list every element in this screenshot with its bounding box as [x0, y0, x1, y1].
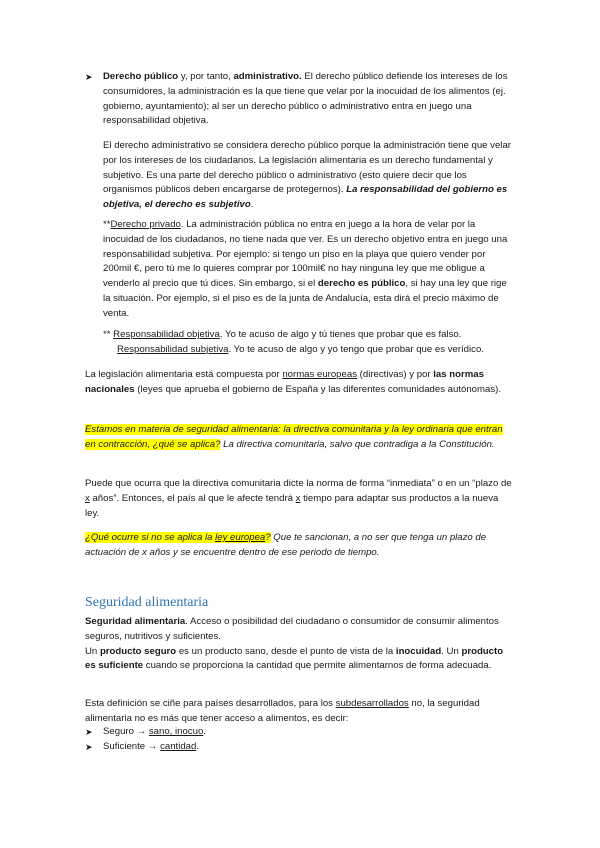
- text: no, la seguridad alimentaria no es más que tener acceso a alimentos, es decir:: [85, 698, 480, 724]
- text: producto seguro: [99, 645, 177, 657]
- text: cantidad: [160, 741, 197, 752]
- term-derecho-es-publico: derecho es público: [317, 278, 406, 290]
- text: . Acceso o posibilidad del ciudadano o consumidor de consumir alimentos seguros, nutritivos y suficientes.: [85, 616, 499, 642]
- text: **: [103, 329, 114, 340]
- text: Un: [85, 645, 100, 657]
- text: ?: [265, 532, 271, 543]
- text: años”. Entonces, el país al que le afecte tendrá: [89, 492, 296, 504]
- text: . Yo te acuso de algo y tú tienes que probar que es falso.: [219, 329, 462, 340]
- text: . Un: [441, 645, 462, 657]
- text: es un producto sano, desde el punto de vista de la: [176, 645, 396, 657]
- text: ley europea: [215, 532, 266, 543]
- text: El derecho público defiende los intereses de los consumidores, la administración es la que tiene que velar por la inocuidad de los alimentos (ej. gobierno, ayuntamiento); al ser un derecho público o administrativo entra en juego una responsabilidad objetiva.: [103, 71, 508, 127]
- paragraph-seguridad-alimentaria: [85, 615, 515, 674]
- text: **: [103, 219, 111, 230]
- text: Suficiente →: [103, 741, 161, 752]
- text: producto es suficiente: [85, 645, 504, 672]
- text: Seguridad alimentaria: [85, 616, 186, 627]
- text: Esta definición se ciñe para países desarrollados, para los: [85, 698, 336, 709]
- text: cuando se proporciona la cantidad que permite alimentarnos de forma adecuada.: [143, 660, 492, 672]
- text: . La administración pública no entra en juego a la hora de velar por la inocuidad de los ciudadanos, no tiene nada que ver. Es un derecho objetivo entra en juego una responsabilidad subjetiva. Por ejemplo: si tengo un piso en la playa que quiero vender por 200mil €, pero tú me lo quieres comprar por 100mil€ no hay ninguna ley que me obligue a venderlo al precio que tú dices. Sin embargo, si el: [103, 219, 508, 290]
- paragraph-materia-seguridad: [85, 423, 515, 453]
- paragraph-no-aplica: [85, 531, 515, 561]
- text: x: [85, 492, 90, 504]
- emphasis-responsabilidad: La responsabilidad del gobierno es objetiva, el derecho es subjetivo: [103, 184, 508, 211]
- paragraph-directiva-plazo: [85, 477, 515, 521]
- paragraph-definicion: [85, 697, 515, 727]
- text: subdesarrollados: [335, 698, 409, 709]
- list-item: [103, 740, 515, 755]
- bullet-arrow-icon: ➤: [85, 742, 93, 752]
- text: (directivas) y por: [357, 369, 434, 380]
- text: .: [203, 726, 206, 737]
- text: tiempo para adaptar sus productos a la nueva ley.: [85, 492, 499, 519]
- section-heading: Seguridad alimentaria: [85, 595, 209, 610]
- text: . Yo te acuso de algo y yo tengo que probar que es verídico.: [228, 343, 484, 355]
- highlighted-question: [85, 532, 271, 543]
- bullet-arrow-icon: ➤: [85, 727, 93, 737]
- term-normas-nacionales: las normas nacionales: [85, 369, 484, 395]
- text: Seguro →: [103, 726, 149, 737]
- paragraph-derecho-publico: [103, 70, 515, 129]
- text: inocuidad: [395, 645, 442, 657]
- text: La legislación alimentaria está compuesta por: [85, 369, 283, 380]
- bullet-arrow-icon: ➤: [85, 72, 93, 82]
- term-derecho-privado: Derecho privado: [110, 219, 181, 230]
- text: (leyes que aprueba el gobierno de España y las diferentes comunidades autónomas).: [134, 383, 501, 395]
- text: Puede que ocurra que la directiva comunitaria dicte la norma de forma “inmediata” o en un “plazo de: [85, 478, 512, 489]
- text: .: [250, 199, 254, 211]
- text: Que te sancionan, a no ser que tenga un plazo de actuación de x años y se encuentre dentro de ese periodo de tiempo.: [85, 532, 487, 558]
- text: ¿Qué ocurre si no se aplica la: [85, 532, 216, 543]
- text: sano, inocuo: [148, 726, 204, 737]
- text: .: [196, 741, 200, 752]
- paragraph-legislacion: [85, 368, 515, 398]
- term-normas-europeas: normas europeas: [282, 369, 357, 380]
- text: La directiva comunitaria, salvo que contradiga a la Constitución.: [220, 438, 495, 450]
- term-responsabilidad-objetiva: Responsabilidad objetiva: [113, 329, 220, 340]
- paragraph-derecho-privado: [103, 218, 515, 322]
- term-administrativo: administrativo.: [233, 71, 302, 82]
- text: y, por tanto,: [178, 71, 234, 82]
- list-item: [103, 725, 515, 740]
- highlighted-question: Estamos en materia de seguridad alimentaria: la directiva comunitaria y la ley ordinaria que entran en contracción, ¿qué se aplica?: [85, 424, 503, 450]
- text: x: [295, 492, 301, 504]
- term-responsabilidad-subjetiva: Responsabilidad subjetiva: [117, 343, 229, 355]
- paragraph-derecho-administrativo: [103, 139, 515, 213]
- term-derecho-publico: Derecho público: [103, 71, 179, 82]
- text: , si hay una ley que rige la situación. Por ejemplo, si el piso es de la junta de Andalucía, esta dirá el precio máximo de venta.: [103, 278, 507, 319]
- sub-line: [103, 344, 484, 355]
- paragraph-responsabilidad: [103, 328, 515, 358]
- text: El derecho administrativo se considera derecho público porque la administración tiene que velar por los intereses de los ciudadanos. La legislación alimentaria es un derecho fundamental y subjetivo. Es una parte del derecho público o administrativo (esto quiere decir que los organismos públicos deben encargarse de protegernos).: [103, 140, 511, 196]
